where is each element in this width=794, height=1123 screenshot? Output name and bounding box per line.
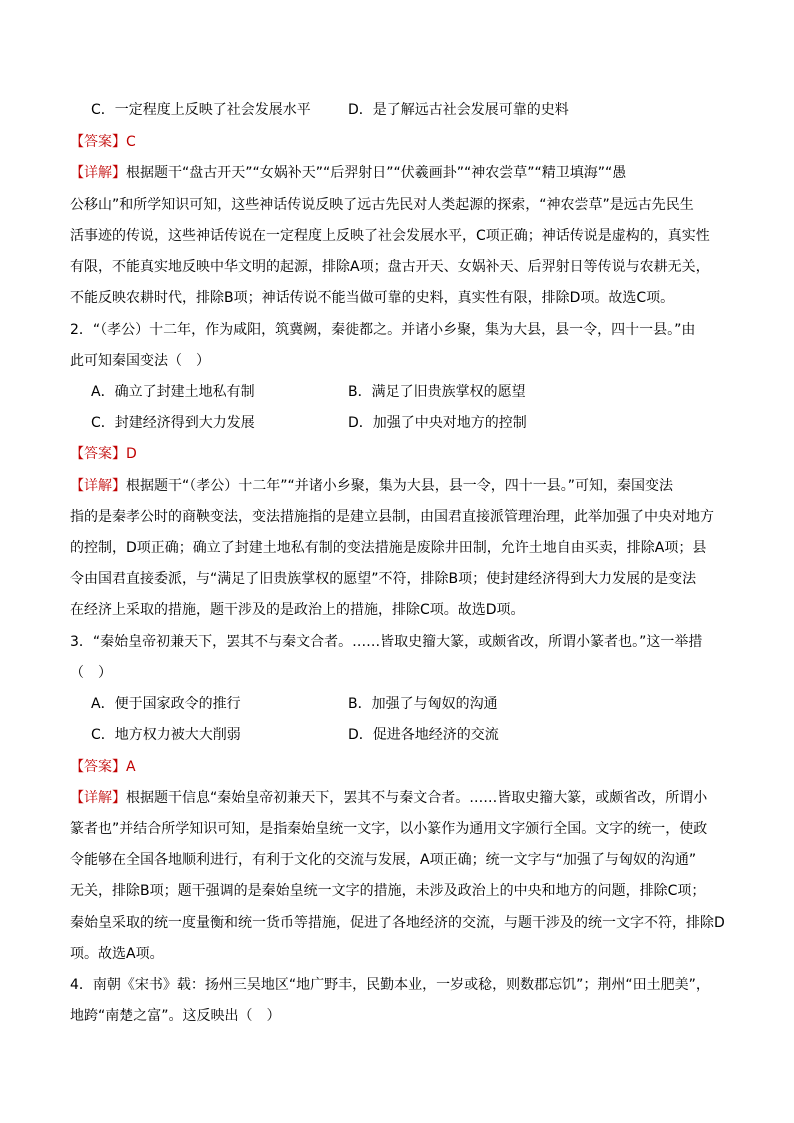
answer-value: C <box>126 134 136 150</box>
detail-label: 【详解】 <box>70 165 126 181</box>
question-stem: 2．“（孝公）十二年，作为咸阳，筑冀阙，秦徙都之。并诸小乡聚，集为大县，县一令，四十一县。”由 <box>70 322 696 338</box>
detail-line: 无关，排除B项；题干强调的是秦始皇统一文字的措施，未涉及政治上的中央和地方的问题，排除C项； <box>70 883 706 899</box>
detail-label: 【详解】 <box>70 478 126 494</box>
option-d: D．促进各地经济的交流 <box>348 727 499 743</box>
detail-line: 令能够在全国各地顺利进行，有利于文化的交流与发展，A项正确；统一文字与“加强了与匈奴的沟通” <box>70 852 697 868</box>
detail-line <box>70 476 730 496</box>
question-stem: （ ） <box>70 665 112 681</box>
option-b: B．满足了旧贵族掌权的愿望 <box>348 384 526 400</box>
detail-line <box>70 163 730 183</box>
option-c: C．一定程度上反映了社会发展水平 <box>91 102 311 118</box>
detail-line: 的控制，D项正确；确立了封建土地私有制的变法措施是废除井田制，允许土地自由买卖，排除A项；县 <box>70 540 707 556</box>
detail-line: 活事迹的传说，这些神话传说在一定程度上反映了社会发展水平，C项正确；神话传说是虚构的，真实性 <box>70 228 710 244</box>
answer-row <box>70 757 730 777</box>
detail-line: 篆者也”并结合所学知识可知，是指秦始皇统一文字，以小篆作为通用文字颁行全国。文字的统一，使政 <box>70 821 708 837</box>
detail-text: 根据题干信息“秦始皇帝初兼天下，罢其不与秦文合者。……皆取史籀大篆，或颇省改，所谓小 <box>126 790 708 806</box>
detail-label: 【详解】 <box>70 790 126 806</box>
detail-line: 不能反映农耕时代，排除B项；神话传说不能当做可靠的史料，真实性有限，排除D项。故选C项。 <box>70 290 675 306</box>
option-c: C．地方权力被大大削弱 <box>91 727 241 743</box>
answer-label: 【答案】 <box>70 134 126 150</box>
detail-line: 公移山”和所学知识可知，这些神话传说反映了远古先民对人类起源的探索，“神农尝草”是远古先民生 <box>70 197 694 213</box>
detail-line: 项。故选A项。 <box>70 946 164 962</box>
question-stem: 4．南朝《宋书》载：扬州三吴地区“地广野丰，民勤本业，一岁或稔，则数郡忘饥”；荆州“田土肥美”， <box>70 977 710 993</box>
answer-value: D <box>126 446 137 462</box>
detail-line: 秦始皇采取的统一度量衡和统一货币等措施，促进了各地经济的交流，与题干涉及的统一文字不符，排除D <box>70 915 725 931</box>
detail-line: 有限，不能真实地反映中华文明的起源，排除A项；盘古开天、女娲补天、后羿射日等传说与农耕无关， <box>70 259 710 275</box>
option-d: D．加强了中央对地方的控制 <box>348 415 527 431</box>
answer-row <box>70 444 730 464</box>
answer-row <box>70 132 730 152</box>
option-c: C．封建经济得到大力发展 <box>91 415 255 431</box>
detail-text: 根据题干“盘古开天”“女娲补天”“后羿射日”“伏羲画卦”“神农尝草”“精卫填海”“愚 <box>126 165 627 181</box>
detail-line: 在经济上采取的措施，题干涉及的是政治上的措施，排除C项。故选D项。 <box>70 602 525 618</box>
question-stem: 此可知秦国变法（ ） <box>70 353 210 369</box>
detail-line <box>70 788 730 808</box>
option-d: D．是了解远古社会发展可靠的史料 <box>348 102 569 118</box>
answer-label: 【答案】 <box>70 759 126 775</box>
option-a: A．便于国家政令的推行 <box>91 696 241 712</box>
detail-text: 根据题干“（孝公）十二年”“并诸小乡聚，集为大县，县一令，四十一县。”可知，秦国变法 <box>126 478 674 494</box>
option-b: B．加强了与匈奴的沟通 <box>348 696 498 712</box>
detail-line: 令由国君直接委派，与“满足了旧贵族掌权的愿望”不符，排除B项；使封建经济得到大力发展的是变法 <box>70 571 697 587</box>
question-stem: 地跨“南楚之富”。这反映出（ ） <box>70 1008 281 1024</box>
answer-value: A <box>126 759 136 775</box>
question-stem: 3．“秦始皇帝初兼天下，罢其不与秦文合者。……皆取史籀大篆，或颇省改，所谓小篆者也。”这一举措 <box>70 634 703 650</box>
detail-line: 指的是秦孝公时的商鞅变法，变法措施指的是建立县制，由国君直接派管理治理，此举加强了中央对地方 <box>70 509 714 525</box>
option-a: A．确立了封建土地私有制 <box>91 384 255 400</box>
answer-label: 【答案】 <box>70 446 126 462</box>
